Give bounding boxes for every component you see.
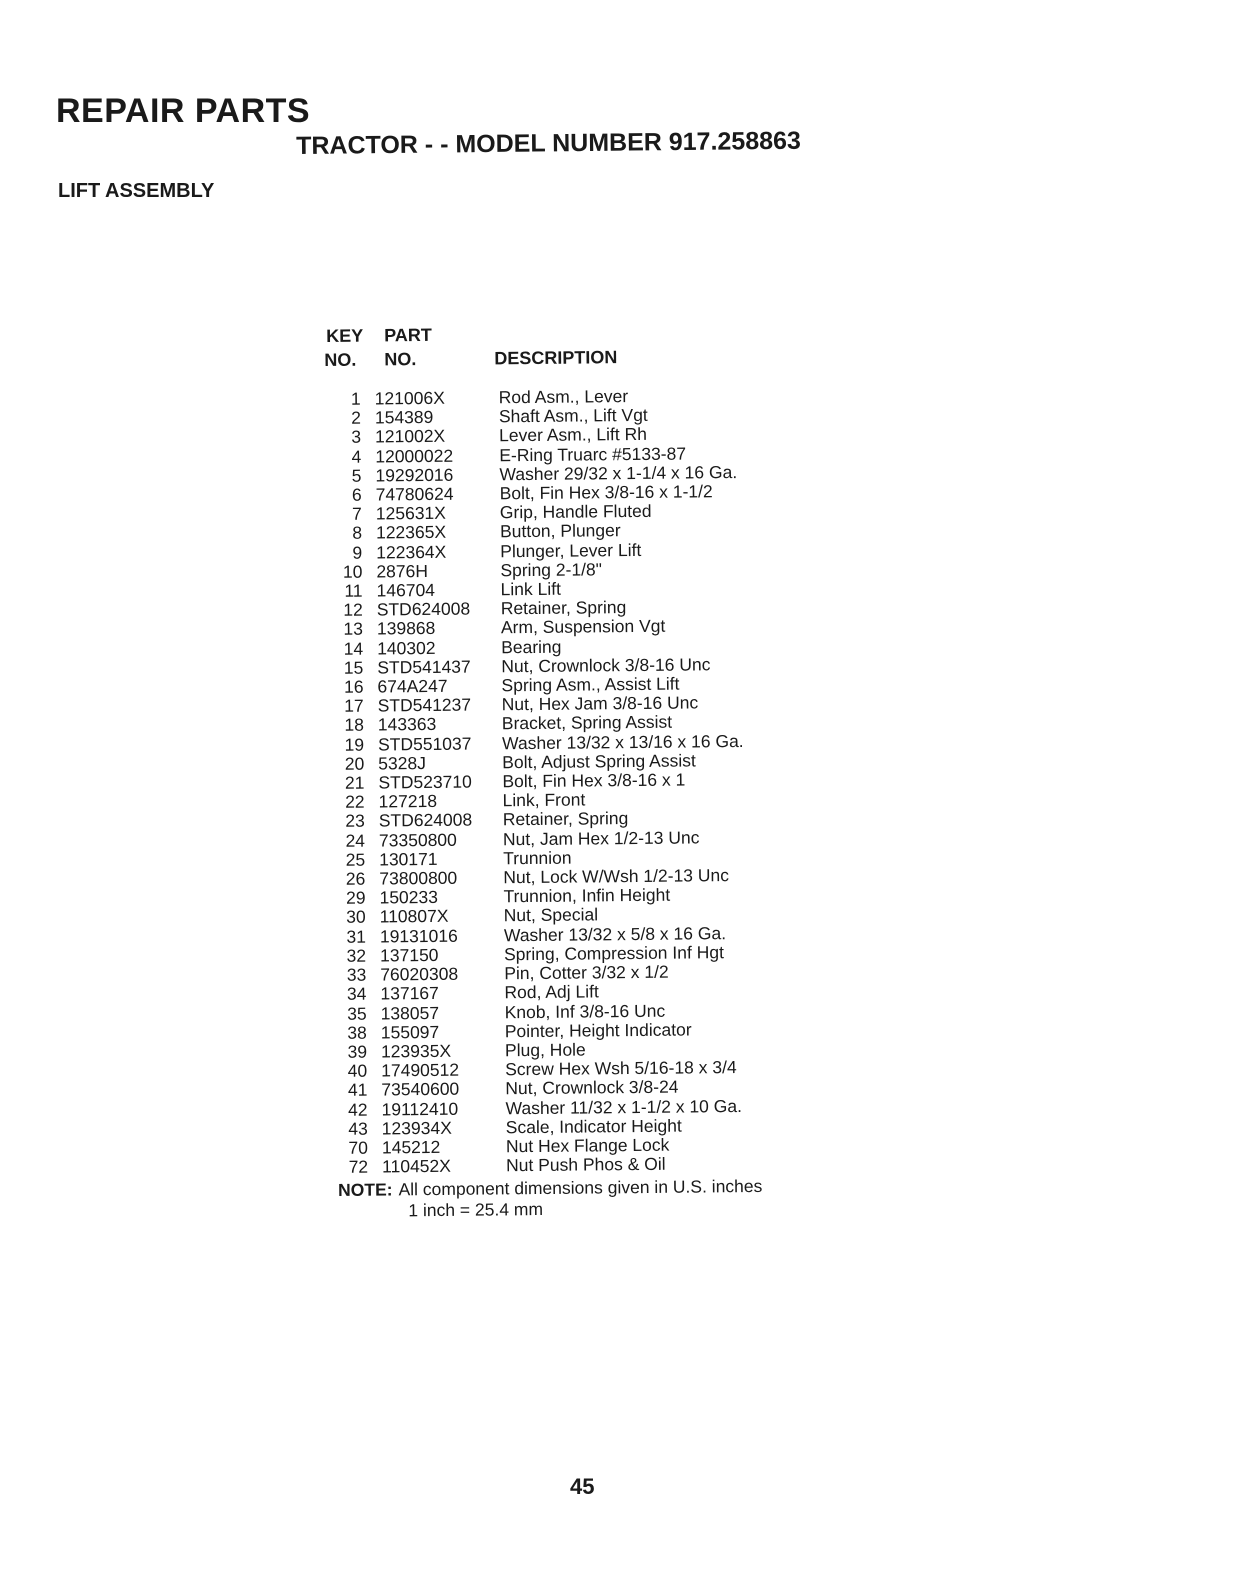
key-no-cell: 16 <box>343 676 364 697</box>
key-no-cell: 3 <box>351 427 362 448</box>
parts-list-header <box>322 317 843 390</box>
key-no-cell: 26 <box>345 868 366 889</box>
part-no-header-line1: PART <box>384 324 432 346</box>
part-no-cell: STD624008 <box>376 598 471 620</box>
part-no-cell: 137150 <box>379 944 439 966</box>
key-no-cell: 34 <box>346 983 367 1005</box>
section-heading: LIFT ASSEMBLY <box>58 180 215 202</box>
key-no-cell: 33 <box>346 964 367 985</box>
description-cell: Pointer, Height Indicator <box>504 1019 692 1041</box>
key-no-cell: 42 <box>347 1099 368 1120</box>
part-no-cell: 121002X <box>375 426 446 447</box>
description-cell: Link, Front <box>502 789 586 811</box>
description-cell: Washer 29/32 x 1-1/4 x 16 Ga. <box>499 461 738 485</box>
description-cell: Washer 11/32 x 1-1/2 x 10 Ga. <box>505 1095 743 1118</box>
part-no-cell: STD541237 <box>377 694 472 716</box>
description-cell: Nut, Crownlock 3/8-24 <box>505 1076 679 1099</box>
description-cell: Screw Hex Wsh 5/16-18 x 3/4 <box>505 1057 737 1080</box>
key-no-cell: 72 <box>348 1156 369 1177</box>
part-no-cell: 73800800 <box>379 867 458 889</box>
part-no-cell: 146704 <box>376 579 436 601</box>
part-no-cell: 125631X <box>375 503 447 524</box>
key-no-cell: 22 <box>345 791 365 813</box>
description-cell: Washer 13/32 x 5/8 x 16 Ga. <box>503 922 727 945</box>
part-no-cell: STD624008 <box>378 810 473 831</box>
description-cell: Nut, Lock W/Wsh 1/2-13 Unc <box>503 865 730 888</box>
key-no-cell: 70 <box>348 1137 369 1158</box>
description-cell: Grip, Handle Fluted <box>499 501 652 523</box>
part-no-cell: 19112410 <box>381 1098 459 1119</box>
table-row <box>330 1154 748 1177</box>
description-cell: Spring 2-1/8" <box>500 559 603 581</box>
part-no-cell: STD541437 <box>377 656 471 678</box>
part-no-cell: 110807X <box>379 906 449 927</box>
part-no-cell: 130171 <box>379 848 438 870</box>
key-no-cell: 18 <box>344 715 364 736</box>
key-no-cell: 40 <box>347 1060 368 1081</box>
description-cell: Lever Asm., Lift Rh <box>499 424 648 446</box>
description-cell: Button, Plunger <box>499 520 621 542</box>
part-no-cell: 73540600 <box>381 1079 460 1100</box>
key-no-cell: 23 <box>345 811 365 832</box>
part-no-cell: 19292016 <box>375 464 454 486</box>
key-no-cell: 8 <box>352 523 363 544</box>
key-no-cell: 13 <box>343 619 364 640</box>
description-cell: Nut, Special <box>503 904 599 926</box>
part-no-cell: 19131016 <box>379 925 458 947</box>
key-no-cell: 19 <box>344 734 365 755</box>
description-cell: Spring Asm., Assist Lift <box>501 673 680 696</box>
description-cell: Retainer, Spring <box>502 808 629 830</box>
description-cell: Nut, Crownlock 3/8-16 Unc <box>501 654 711 677</box>
note <box>338 1176 763 1222</box>
description-cell: Scale, Indicator Height <box>505 1115 682 1137</box>
parts-list <box>322 317 850 1177</box>
key-no-cell: 32 <box>346 945 367 966</box>
key-no-cell: 39 <box>347 1041 368 1062</box>
description-cell: Trunnion <box>503 847 572 869</box>
model-subtitle: TRACTOR - - MODEL NUMBER 917.258863 <box>296 126 802 160</box>
key-no-cell: 10 <box>342 561 363 582</box>
part-no-cell: 73350800 <box>378 829 457 851</box>
key-no-cell: 12 <box>343 599 363 621</box>
key-no-cell: 29 <box>345 887 366 909</box>
description-cell: E-Ring Truarc #5133-87 <box>499 443 687 465</box>
part-no-cell: 140302 <box>377 637 436 659</box>
key-no-cell: 25 <box>345 849 366 870</box>
part-no-cell: 123934X <box>381 1117 452 1139</box>
key-no-cell: 2 <box>351 407 362 428</box>
part-no-cell: 139868 <box>376 618 436 639</box>
key-no-cell: 41 <box>347 1079 368 1101</box>
description-cell: Washer 13/32 x 13/16 x 16 Ga. <box>501 730 744 753</box>
parts-table <box>323 386 748 1177</box>
part-no-cell: 110452X <box>382 1155 451 1177</box>
part-no-cell: 12000022 <box>375 445 454 467</box>
key-no-cell: 14 <box>343 638 364 659</box>
key-no-cell: 1 <box>350 388 361 409</box>
part-no-cell: 137167 <box>380 983 439 1004</box>
key-no-cell: 38 <box>347 1022 367 1043</box>
key-no-cell: 9 <box>352 542 363 563</box>
description-cell: Bearing <box>501 636 562 657</box>
description-cell: Rod Asm., Lever <box>498 386 629 408</box>
description-cell: Bracket, Spring Assist <box>501 712 673 734</box>
description-cell: Retainer, Spring <box>500 597 627 619</box>
key-no-cell: 7 <box>352 503 362 524</box>
part-no-cell: 122364X <box>376 541 447 563</box>
note-label: NOTE: <box>338 1179 393 1200</box>
description-cell: Plug, Hole <box>504 1039 586 1061</box>
description-cell: Knob, Inf 3/8-16 Unc <box>504 1000 666 1022</box>
key-no-cell: 11 <box>344 580 363 601</box>
key-no-cell: 6 <box>351 484 362 505</box>
key-no-cell: 4 <box>351 446 362 467</box>
part-no-cell: 2876H <box>376 560 429 582</box>
description-cell: Plunger, Lever Lift <box>500 539 642 561</box>
description-cell: Bolt, Fin Hex 3/8-16 x 1-1/2 <box>499 481 713 504</box>
part-no-cell: 122365X <box>375 522 447 543</box>
description-cell: Link Lift <box>500 578 561 600</box>
part-no-cell: 143363 <box>377 714 437 735</box>
description-cell: Nut Hex Flange Lock <box>505 1134 670 1157</box>
note-line1: All component dimensions given in U.S. inches <box>398 1175 763 1200</box>
description-cell: Shaft Asm., Lift Vgt <box>498 405 648 427</box>
key-no-cell: 43 <box>348 1118 368 1139</box>
key-no-cell: 24 <box>345 830 366 851</box>
description-cell: Trunnion, Infin Height <box>503 884 671 907</box>
description-cell: Pin, Cotter 3/32 x 1/2 <box>504 961 669 984</box>
part-no-cell: 74780624 <box>375 483 454 505</box>
description-header: DESCRIPTION <box>494 347 618 369</box>
key-no-cell: 5 <box>351 465 362 486</box>
description-cell: Nut Push Phos & Oil <box>506 1153 666 1176</box>
key-no-cell: 30 <box>346 907 366 928</box>
description-cell: Nut, Jam Hex 1/2-13 Unc <box>502 827 700 849</box>
part-no-cell: 76020308 <box>380 963 459 985</box>
part-no-cell: STD551037 <box>377 733 472 755</box>
part-no-cell: 155097 <box>380 1021 440 1043</box>
page-title: REPAIR PARTS <box>56 92 311 130</box>
description-cell: Arm, Suspension Vgt <box>500 616 666 638</box>
key-no-cell: 31 <box>346 926 366 947</box>
part-no-cell: 127218 <box>378 791 438 812</box>
part-no-cell: 5328J <box>378 752 427 774</box>
key-no-cell: 21 <box>344 772 365 793</box>
part-no-header-line2: NO. <box>384 349 417 370</box>
part-no-cell: 154389 <box>374 407 434 428</box>
description-cell: Spring, Compression Inf Hgt <box>503 942 724 965</box>
description-cell: Rod, Adj Lift <box>504 981 599 1003</box>
part-no-cell: STD523710 <box>378 771 472 793</box>
note-line2: 1 inch = 25.4 mm <box>408 1199 544 1221</box>
part-no-cell: 145212 <box>381 1136 441 1158</box>
key-no-header-line2: NO. <box>324 349 357 370</box>
part-no-cell: 674A247 <box>377 675 448 697</box>
description-cell: Bolt, Adjust Spring Assist <box>502 750 696 773</box>
description-cell: Bolt, Fin Hex 3/8-16 x 1 <box>502 769 686 792</box>
key-no-cell: 15 <box>343 657 364 678</box>
key-no-header-line1: KEY <box>326 325 364 346</box>
part-no-cell: 121006X <box>374 387 445 409</box>
key-no-cell: 20 <box>344 753 365 774</box>
parts-table-body <box>323 386 748 1177</box>
key-no-cell: 35 <box>347 1003 367 1024</box>
page-number: 45 <box>570 1474 595 1499</box>
description-cell: Nut, Hex Jam 3/8-16 Unc <box>501 692 699 715</box>
part-no-cell: 138057 <box>380 1002 440 1023</box>
key-no-cell: 17 <box>344 695 364 717</box>
part-no-cell: 150233 <box>379 887 439 908</box>
part-no-cell: 17490512 <box>381 1059 460 1081</box>
part-no-cell: 123935X <box>380 1040 452 1062</box>
